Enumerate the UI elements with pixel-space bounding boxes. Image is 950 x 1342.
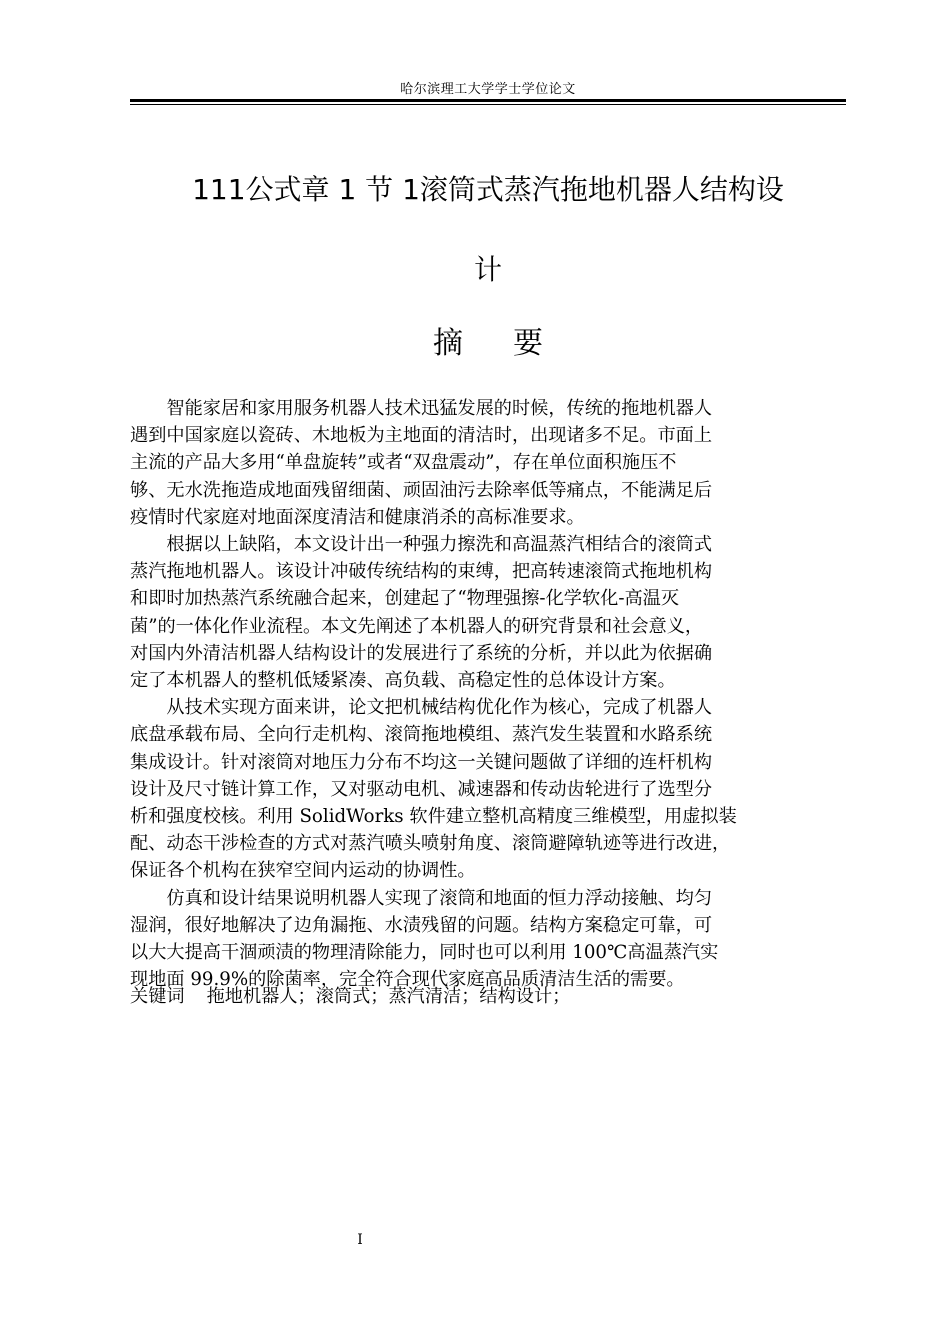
abstract-line: 设计及尺寸链计算工作，又对驱动电机、减速器和传动齿轮进行了选型分 bbox=[130, 778, 713, 800]
abstract-paragraph-3 bbox=[130, 694, 854, 884]
abstract-paragraph-2 bbox=[130, 531, 854, 694]
abstract-line: 析和强度校核。利用 SolidWorks 软件建立整机高精度三维模型，用虚拟装 bbox=[130, 806, 737, 828]
thesis-title-line-1: 111公式章 1 节 1滚筒式蒸汽拖地机器人结构设 bbox=[192, 173, 784, 206]
keywords-text: 拖地机器人；滚筒式；蒸汽清洁；结构设计； bbox=[206, 986, 571, 1007]
abstract-line: 现地面 99.9%的除菌率，完全符合现代家庭高品质清洁生活的需要。 bbox=[130, 969, 685, 991]
keywords-line bbox=[130, 983, 846, 1010]
abstract-line: 集成设计。针对滚筒对地压力分布不均这一关键问题做了详细的连杆机构 bbox=[130, 751, 713, 773]
abstract-line: 菌”的一体化作业流程。本文先阐述了本机器人的研究背景和社会意义， bbox=[130, 615, 704, 637]
keywords-label: 关键词 bbox=[130, 986, 185, 1007]
abstract-line: 够、无水洗拖造成地面残留细菌、顽固油污去除率低等痛点，不能满足后 bbox=[130, 479, 713, 501]
abstract-line: 以大大提高干涸顽渍的物理清除能力，同时也可以利用 100℃高温蒸汽实 bbox=[130, 942, 719, 964]
page-number: I bbox=[357, 1232, 363, 1248]
abstract-line: 定了本机器人的整机低矮紧凑、高负载、高稳定性的总体设计方案。 bbox=[130, 670, 676, 692]
thesis-title-line-2: 计 bbox=[473, 253, 502, 286]
abstract-line: 对国内外清洁机器人结构设计的发展进行了系统的分析，并以此为依据确 bbox=[130, 642, 713, 664]
abstract-paragraph-1 bbox=[130, 395, 854, 531]
abstract-line: 根据以上缺陷，本文设计出一种强力擦洗和高温蒸汽相结合的滚筒式 bbox=[166, 534, 713, 556]
abstract-line: 主流的产品大多用“单盘旋转”或者“双盘震动”，存在单位面积施压不 bbox=[130, 452, 677, 474]
header-rule-thin bbox=[130, 104, 846, 105]
abstract-line: 湿润，很好地解决了边角漏拖、水渍残留的问题。结构方案稳定可靠，可 bbox=[130, 914, 713, 936]
abstract-paragraph-4 bbox=[130, 885, 854, 994]
abstract-line: 配、动态干涉检查的方式对蒸汽喷头喷射角度、滚筒避障轨迹等进行改进， bbox=[130, 833, 731, 855]
abstract-line: 从技术实现方面来讲，论文把机械结构优化作为核心，完成了机器人 bbox=[166, 697, 713, 719]
abstract-line: 遇到中国家庭以瓷砖、木地板为主地面的清洁时，出现诸多不足。市面上 bbox=[130, 425, 713, 447]
abstract-body bbox=[130, 395, 854, 993]
abstract-line: 和即时加热蒸汽系统融合起来，创建起了“物理强擦-化学软化-高温灭 bbox=[130, 588, 680, 610]
abstract-line: 底盘承载布局、全向行走机构、滚筒拖地模组、蒸汽发生装置和水路系统 bbox=[130, 724, 713, 746]
abstract-line: 保证各个机构在狭窄空间内运动的协调性。 bbox=[130, 860, 476, 882]
abstract-line: 仿真和设计结果说明机器人实现了滚筒和地面的恒力浮动接触、均匀 bbox=[166, 887, 713, 909]
abstract-line: 智能家居和家用服务机器人技术迅猛发展的时候，传统的拖地机器人 bbox=[166, 398, 713, 419]
abstract-heading: 摘要 bbox=[433, 326, 593, 361]
abstract-line: 疫情时代家庭对地面深度清洁和健康消杀的高标准要求。 bbox=[130, 506, 585, 528]
header-rule-thick bbox=[130, 99, 846, 102]
thesis-title bbox=[130, 150, 846, 310]
abstract-line: 蒸汽拖地机器人。该设计冲破传统结构的束缚，把高转速滚筒式拖地机构 bbox=[130, 561, 713, 583]
running-header: 哈尔滨理工大学学士学位论文 bbox=[400, 82, 576, 97]
